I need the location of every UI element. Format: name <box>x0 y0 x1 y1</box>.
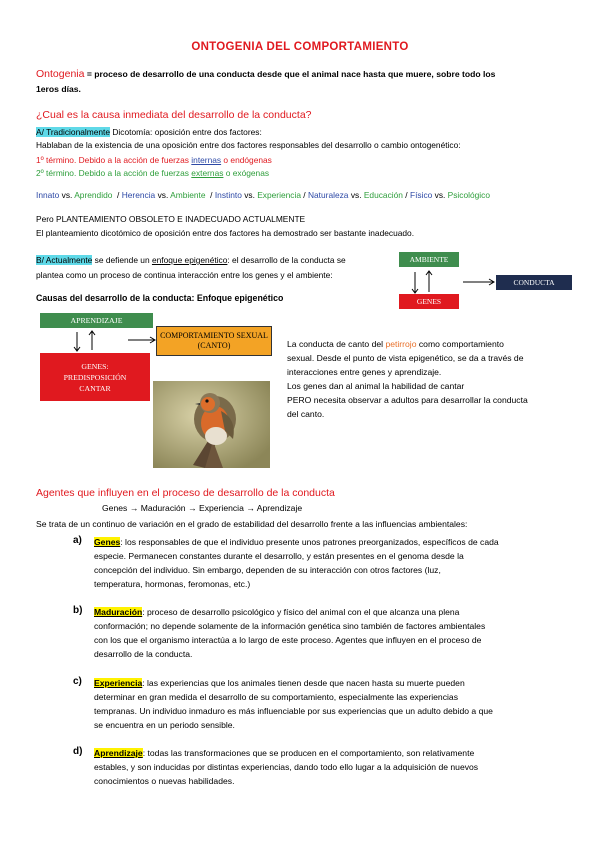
robin-paragraph: La conducta de canto del petirrojo como comportamiento sexual. Desde el punto de vista epigenético, se da a través de interacciones entre genes y aprendizaje. Los genes dan al animal la habilidad de cantar PERO necesita observar a adultos para desarrollar la conducta del canto. <box>287 339 528 419</box>
agent-a-letter: a) <box>73 535 82 546</box>
cause-heading: ¿Cual es la causa inmediata del desarrollo de la conducta? <box>36 109 312 121</box>
traditional-line: A/ Tradicionalmente Dicotomía: oposición entre dos factores: <box>36 127 262 137</box>
obsolete-line: Pero PLANTEAMIENTO OBSOLETO E INADECUADO ACTUALMENTE <box>36 214 306 224</box>
maduracion-term: Maduración <box>94 607 143 617</box>
comportamiento-box: COMPORTAMIENTO SEXUAL (CANTO) <box>156 326 272 356</box>
page-title: ONTOGENIA DEL COMPORTAMIENTO <box>191 41 409 53</box>
experiencia-term: Experiencia <box>94 678 143 688</box>
definition-line-1: Ontogenia = proceso de desarrollo de una conducta desde que el animal nace hasta que muere, sobre todo los <box>36 68 496 80</box>
agents-chain: Genes → Maduración → Experiencia → Aprendizaje <box>102 503 303 513</box>
left-diagram-arrows <box>60 318 160 354</box>
definition-line-2: 1eros días. <box>36 84 81 94</box>
conducta-box: CONDUCTA <box>496 275 572 290</box>
causes-heading: Causas del desarrollo de la conducta: Enfoque epigenético <box>36 293 284 303</box>
agent-aprendizaje: Aprendizaje: todas las transformaciones que se producen en el comportamiento, son relativamente estables, y son inducidas por distintas experiencias, dando todo ello lugar a la adquisición de nuevos conocimientos o nuevas habilidades. <box>94 748 479 786</box>
agent-d-letter: d) <box>73 746 83 757</box>
definition-term: Ontogenia <box>36 68 85 80</box>
epigenetic-link: enfoque epigenético <box>151 255 228 265</box>
agent-genes: Genes: los responsables de que el individuo presente unos patrones preorganizados, específicos de cada especie. Permanecen constantes durante el desarrollo, y están presentes en el genoma desde la concepción del individuo. Sin embargo, dependen de su interacción con otros factores (luz, temperatura, hormonas, feromonas, etc.) <box>94 537 499 589</box>
obsolete-line-2: El planteamiento dicotómico de oposición entre dos factores ha demostrado ser bastante inadecuado. <box>36 228 415 238</box>
agents-intro: Se trata de un continuo de variación en el grado de estabilidad del desarrollo frente a las influencias ambientales: <box>36 519 468 529</box>
internas-link: internas <box>191 155 222 165</box>
petirrojo-word: petirrojo <box>385 339 417 349</box>
ambiente-box: AMBIENTE <box>399 252 459 267</box>
genes-term: Genes <box>94 537 121 547</box>
aprendizaje-term: Aprendizaje <box>94 748 143 758</box>
current-line: B/ Actualmente se defiende un enfoque epigenético: el desarrollo de la conducta se <box>36 255 346 265</box>
traditional-label: A/ Tradicionalmente <box>36 127 111 137</box>
agent-c-letter: c) <box>73 676 82 687</box>
agents-heading: Agentes que influyen en el proceso de desarrollo de la conducta <box>36 487 335 499</box>
agent-b-letter: b) <box>73 605 83 616</box>
agent-experiencia: Experiencia: las experiencias que los animales tienen desde que nacen hasta su muerte pueden determinar en gran medida el desarrollo de su comportamiento, especialmente las experiencias tempranas. Un individuo inmaduro es más influenciable por sus experiencias que un adulto debido a que se encuentra en un periodo sensible. <box>94 678 493 730</box>
traditional-line-2: Hablaban de la existencia de una oposición entre dos factores responsables del desarrollo o cambio ontogenético: <box>36 140 461 150</box>
current-label: B/ Actualmente <box>36 255 93 265</box>
aprendizaje-box: APRENDIZAJE <box>40 313 153 328</box>
current-line-2: plantea como un proceso de continua interacción entre los genes y el ambiente: <box>36 270 333 280</box>
first-term: 1º término. Debido a la acción de fuerzas internas o endógenas <box>36 155 272 165</box>
agent-maduracion: Maduración: proceso de desarrollo psicológico y físico del animal con el que alcanza una plena conformación; no depende solamente de la información genética sino también de factores ambientales con los que el organismo interactúa a lo largo de este proceso. Agentes que influyen en el proceso de desarrollo de la conducta. <box>94 607 486 659</box>
dichotomy-pairs: Innato vs. Aprendido / Herencia vs. Ambiente / Instinto vs. Experiencia / Naturaleza vs. Educación / Físico vs. Psicológico <box>36 190 491 200</box>
genes-box-top: GENES <box>399 294 459 309</box>
externas-link: externas <box>191 168 224 178</box>
top-diagram-arrows <box>395 265 495 297</box>
second-term: 2º término. Debido a la acción de fuerzas externas o exógenas <box>36 168 270 178</box>
genes-predisposicion-box: GENES: PREDISPOSICIÓN CANTAR <box>40 353 150 401</box>
robin-image <box>153 381 270 468</box>
